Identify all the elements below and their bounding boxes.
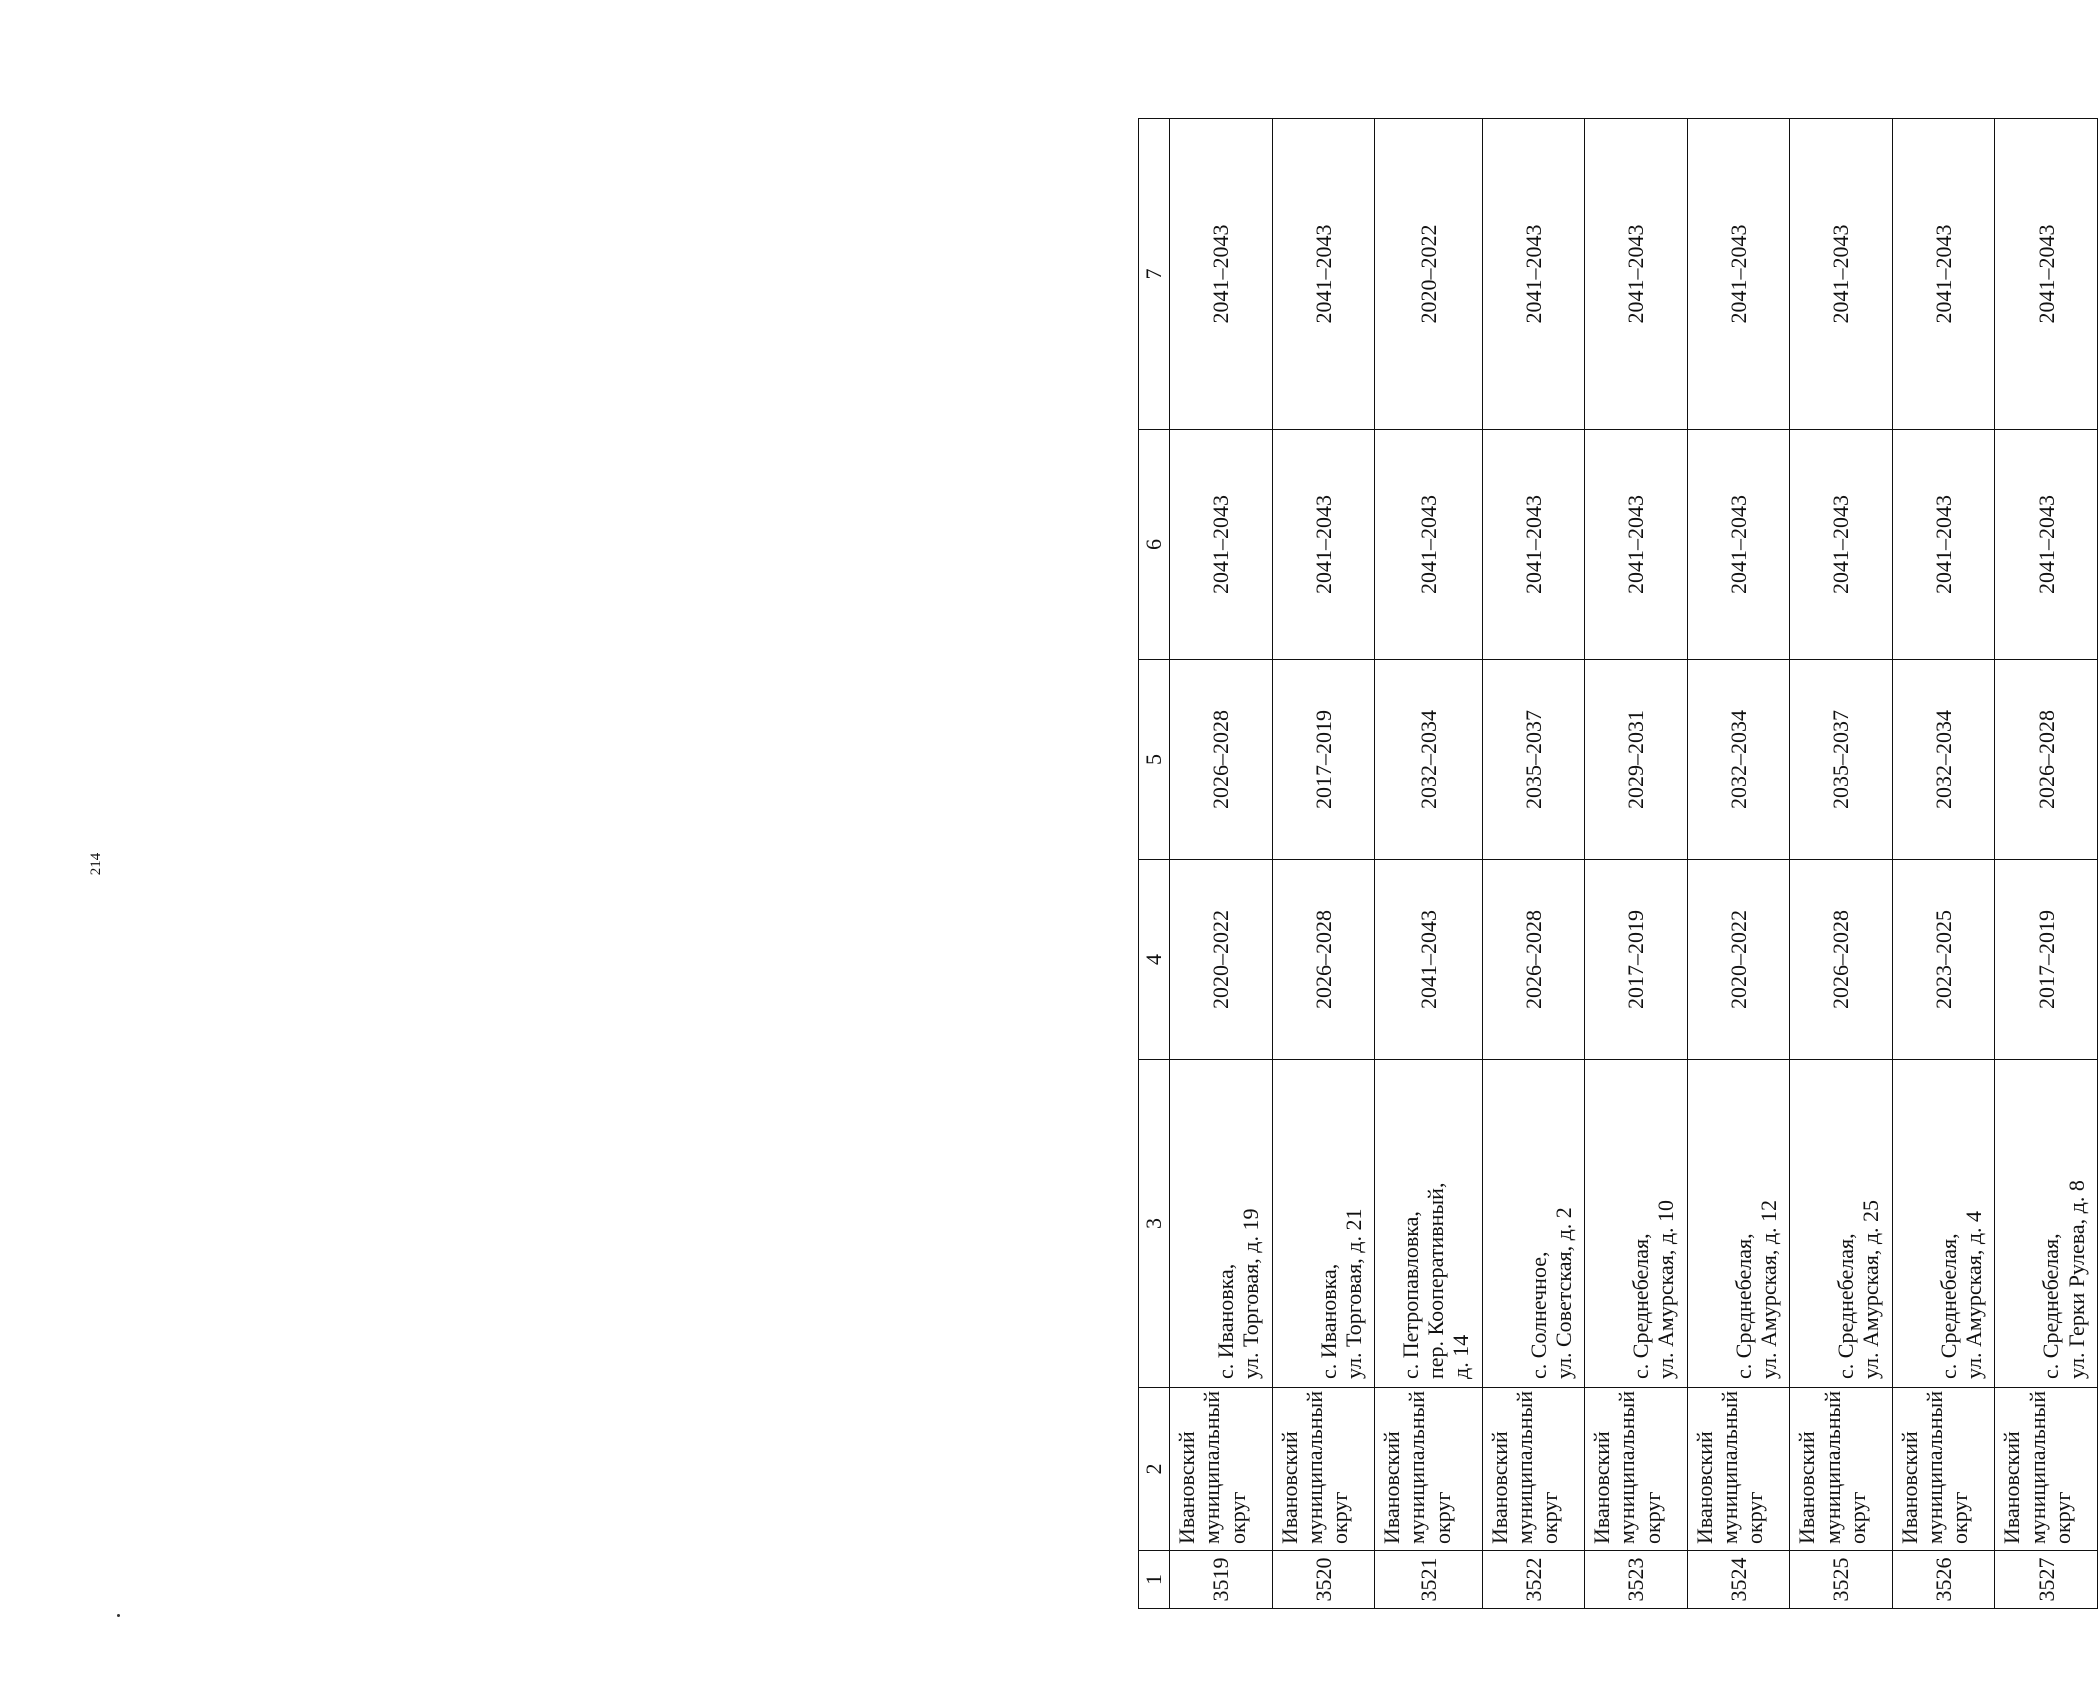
- period-p7-cell: 2041–2043: [1790, 119, 1893, 430]
- col-header-1: 1: [1139, 1551, 1170, 1609]
- district-line: округ: [1224, 1491, 1250, 1544]
- address-line: ул. Амурская, д. 10: [1653, 1199, 1679, 1379]
- address-cell: [1995, 1060, 2098, 1388]
- period-p4-cell: 2026–2028: [1272, 860, 1375, 1060]
- address-line: ул. Торговая, д. 19: [1238, 1208, 1264, 1379]
- district-line: округ: [2049, 1491, 2075, 1544]
- district-line: муниципальный: [1199, 1390, 1225, 1544]
- district-line: Ивановский: [1794, 1431, 1820, 1544]
- period-p6-cell: 2041–2043: [1585, 430, 1688, 660]
- period-p7-cell: 2020–2022: [1375, 119, 1483, 430]
- district-cell: [1995, 1388, 2098, 1551]
- table-row: [1170, 119, 1273, 1609]
- col-header-3: 3: [1139, 1060, 1170, 1388]
- period-p6-cell: 2041–2043: [1272, 430, 1375, 660]
- district-cell: [1170, 1388, 1273, 1551]
- district-line: Ивановский: [1896, 1431, 1922, 1544]
- district-line: Ивановский: [1379, 1431, 1405, 1544]
- table-body: [1170, 119, 2098, 1609]
- district-cell: [1375, 1388, 1483, 1551]
- district-cell: [1585, 1388, 1688, 1551]
- period-p6-cell: 2041–2043: [1170, 430, 1273, 660]
- address-cell: [1375, 1060, 1483, 1388]
- period-p6-cell: 2041–2043: [1482, 430, 1585, 660]
- district-line: Ивановский: [1999, 1431, 2025, 1544]
- address-line: д. 14: [1448, 1334, 1474, 1379]
- address-line: с. Среднебелая,: [1833, 1233, 1859, 1379]
- period-p4-cell: 2023–2025: [1892, 860, 1995, 1060]
- district-line: муниципальный: [2024, 1390, 2050, 1544]
- address-line: ул. Амурская, д. 4: [1961, 1210, 1987, 1379]
- period-p6-cell: 2041–2043: [1995, 430, 2098, 660]
- address-cell: [1687, 1060, 1790, 1388]
- address-line: с. Среднебелая,: [1730, 1233, 1756, 1379]
- address-line: с. Солнечное,: [1525, 1251, 1551, 1379]
- district-line: Ивановский: [1589, 1431, 1615, 1544]
- address-cell: [1585, 1060, 1688, 1388]
- address-line: ул. Торговая, д. 21: [1340, 1208, 1366, 1379]
- district-line: Ивановский: [1276, 1431, 1302, 1544]
- period-p5-cell: 2017–2019: [1272, 660, 1375, 860]
- table-row: [1790, 119, 1893, 1609]
- col-header-7: 7: [1139, 119, 1170, 430]
- col-header-2: 2: [1139, 1388, 1170, 1551]
- period-p4-cell: 2026–2028: [1790, 860, 1893, 1060]
- address-line: ул. Амурская, д. 12: [1755, 1199, 1781, 1379]
- district-cell: [1892, 1388, 1995, 1551]
- table-row: [1687, 119, 1790, 1609]
- address-cell: [1790, 1060, 1893, 1388]
- district-line: Ивановский: [1174, 1431, 1199, 1544]
- period-p7-cell: 2041–2043: [1585, 119, 1688, 430]
- period-p6-cell: 2041–2043: [1892, 430, 1995, 660]
- col-header-4: 4: [1139, 860, 1170, 1060]
- district-line: Ивановский: [1691, 1431, 1717, 1544]
- district-line: округ: [1947, 1491, 1973, 1544]
- period-p7-cell: 2041–2043: [1272, 119, 1375, 430]
- period-p7-cell: 2041–2043: [1995, 119, 2098, 430]
- district-line: муниципальный: [1819, 1390, 1845, 1544]
- col-header-6: 6: [1139, 430, 1170, 660]
- table-row: [1375, 119, 1483, 1609]
- row-number-cell: 3525: [1790, 1551, 1893, 1609]
- row-number-cell: 3522: [1482, 1551, 1585, 1609]
- row-number-cell: 3520: [1272, 1551, 1375, 1609]
- period-p5-cell: 2032–2034: [1892, 660, 1995, 860]
- district-line: округ: [1639, 1491, 1665, 1544]
- header-row: [1139, 119, 1170, 1609]
- address-line: ул. Амурская, д. 25: [1858, 1199, 1884, 1379]
- period-p5-cell: 2035–2037: [1790, 660, 1893, 860]
- page-number: 214: [88, 852, 104, 876]
- row-number-cell: 3524: [1687, 1551, 1790, 1609]
- address-line: с. Ивановка,: [1315, 1263, 1341, 1379]
- period-p4-cell: 2020–2022: [1687, 860, 1790, 1060]
- period-p4-cell: 2026–2028: [1482, 860, 1585, 1060]
- district-line: муниципальный: [1614, 1390, 1640, 1544]
- address-line: с. Среднебелая,: [1628, 1233, 1654, 1379]
- district-line: муниципальный: [1922, 1390, 1948, 1544]
- district-line: округ: [1327, 1491, 1353, 1544]
- district-line: округ: [1742, 1491, 1768, 1544]
- address-cell: [1272, 1060, 1375, 1388]
- table-row: [1482, 119, 1585, 1609]
- address-line: пер. Кооперативный,: [1423, 1182, 1448, 1379]
- district-cell: [1272, 1388, 1375, 1551]
- period-p6-cell: 2041–2043: [1687, 430, 1790, 660]
- table-row: [1272, 119, 1375, 1609]
- table-row: [1995, 119, 2098, 1609]
- district-cell: [1482, 1388, 1585, 1551]
- period-p7-cell: 2041–2043: [1892, 119, 1995, 430]
- row-number-cell: 3521: [1375, 1551, 1483, 1609]
- period-p5-cell: 2026–2028: [1995, 660, 2098, 860]
- district-line: округ: [1844, 1491, 1870, 1544]
- address-cell: [1892, 1060, 1995, 1388]
- period-p6-cell: 2041–2043: [1375, 430, 1483, 660]
- col-header-5: 5: [1139, 660, 1170, 860]
- row-number-cell: 3527: [1995, 1551, 2098, 1609]
- district-line: округ: [1537, 1491, 1563, 1544]
- address-cell: [1170, 1060, 1273, 1388]
- period-p7-cell: 2041–2043: [1170, 119, 1273, 430]
- period-p7-cell: 2041–2043: [1687, 119, 1790, 430]
- period-p4-cell: 2041–2043: [1375, 860, 1483, 1060]
- table-row: [1892, 119, 1995, 1609]
- address-line: с. Петропавловка,: [1397, 1211, 1423, 1379]
- period-p5-cell: 2035–2037: [1482, 660, 1585, 860]
- table-row: [1585, 119, 1688, 1609]
- address-line: ул. Герки Рулева, д. 8: [2063, 1180, 2089, 1379]
- district-cell: [1790, 1388, 1893, 1551]
- schedule-table: [1138, 118, 2098, 1609]
- row-number-cell: 3526: [1892, 1551, 1995, 1609]
- period-p5-cell: 2026–2028: [1170, 660, 1273, 860]
- district-line: муниципальный: [1404, 1390, 1430, 1544]
- period-p4-cell: 2017–2019: [1585, 860, 1688, 1060]
- district-line: муниципальный: [1716, 1390, 1742, 1544]
- district-line: Ивановский: [1486, 1431, 1512, 1544]
- period-p5-cell: 2032–2034: [1375, 660, 1483, 860]
- address-cell: [1482, 1060, 1585, 1388]
- period-p5-cell: 2032–2034: [1687, 660, 1790, 860]
- address-line: с. Ивановка,: [1212, 1263, 1238, 1379]
- row-number-cell: 3523: [1585, 1551, 1688, 1609]
- row-number-cell: 3519: [1170, 1551, 1273, 1609]
- period-p6-cell: 2041–2043: [1790, 430, 1893, 660]
- district-line: округ: [1429, 1491, 1455, 1544]
- period-p7-cell: 2041–2043: [1482, 119, 1585, 430]
- scan-artifact-dot: [117, 1614, 120, 1617]
- period-p4-cell: 2017–2019: [1995, 860, 2098, 1060]
- address-line: с. Среднебелая,: [2038, 1233, 2064, 1379]
- period-p4-cell: 2020–2022: [1170, 860, 1273, 1060]
- district-cell: [1687, 1388, 1790, 1551]
- district-line: муниципальный: [1511, 1390, 1537, 1544]
- address-line: с. Среднебелая,: [1935, 1233, 1961, 1379]
- schedule-table-rotated: [1138, 119, 2098, 1609]
- address-line: ул. Советская, д. 2: [1550, 1207, 1576, 1379]
- district-line: муниципальный: [1301, 1390, 1327, 1544]
- period-p5-cell: 2029–2031: [1585, 660, 1688, 860]
